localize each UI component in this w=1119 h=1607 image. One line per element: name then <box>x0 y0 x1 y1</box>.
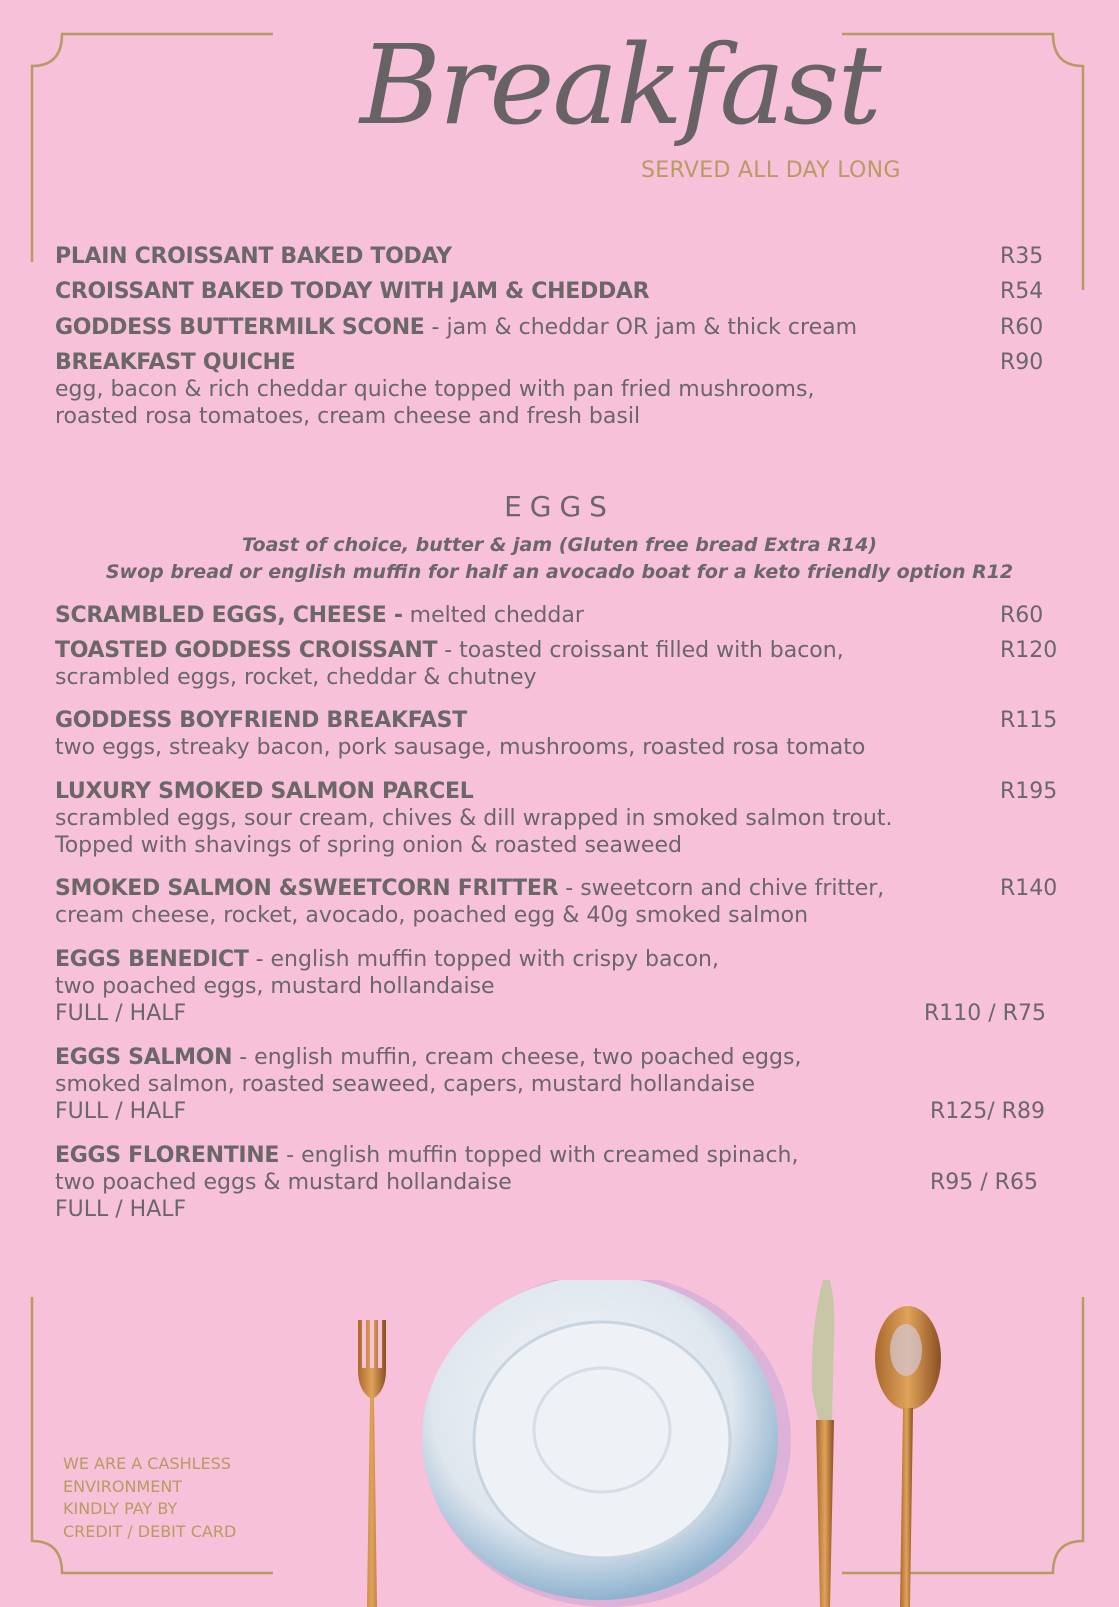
menu-item <box>55 349 814 430</box>
item-description: scrambled eggs, sour cream, chives & dill wrapped in smoked salmon trout. <box>55 806 893 831</box>
menu-item <box>55 1142 798 1223</box>
item-description: cream cheese, rocket, avocado, poached egg & 40g smoked salmon <box>55 903 809 928</box>
item-name: LUXURY SMOKED SALMON PARCEL <box>55 779 474 804</box>
section-note: Swop bread or english muffin for half an avocado boat for a keto friendly option R12 <box>105 561 1014 583</box>
menu-item <box>55 946 719 1027</box>
item-description: - english muffin topped with crispy bacon, <box>248 947 719 972</box>
cashless-notice <box>63 1453 236 1543</box>
item-name: EGGS SALMON <box>55 1045 233 1070</box>
menu-title: Breakfast <box>360 21 880 149</box>
item-price: R120 <box>1000 638 1058 663</box>
item-description: - toasted croissant filled with bacon, <box>437 638 844 663</box>
item-price: R54 <box>1000 279 1044 304</box>
item-price: R140 <box>1000 876 1058 901</box>
item-name: PLAIN CROISSANT BAKED TODAY <box>55 244 452 269</box>
item-description: two eggs, streaky bacon, pork sausage, mushrooms, roasted rosa tomato <box>55 735 866 760</box>
item-price: R95 / R65 <box>930 1170 1038 1195</box>
menu-item <box>55 875 884 929</box>
knife-icon <box>812 1280 835 1607</box>
menu-item <box>55 637 844 691</box>
cashless-line: CREDIT / DEBIT CARD <box>63 1521 237 1541</box>
place-setting-illustration <box>340 1280 960 1607</box>
item-name: CROISSANT BAKED TODAY WITH JAM & CHEDDAR <box>55 279 650 304</box>
menu-item <box>55 243 452 270</box>
menu-subtitle: SERVED ALL DAY LONG <box>641 158 901 183</box>
menu-item <box>55 1044 801 1125</box>
item-description: two poached eggs, mustard hollandaise <box>55 974 495 999</box>
item-name: BREAKFAST QUICHE <box>55 350 296 375</box>
item-size-options: FULL / HALF <box>55 1001 187 1026</box>
item-name: SMOKED SALMON &SWEETCORN FRITTER <box>55 876 559 901</box>
item-description: melted cheddar <box>402 603 584 628</box>
item-description: Topped with shavings of spring onion & roasted seaweed <box>55 833 682 858</box>
fork-icon <box>358 1320 386 1607</box>
item-name: GODDESS BUTTERMILK SCONE <box>55 315 425 340</box>
menu-item <box>55 707 865 761</box>
menu-item <box>55 278 649 305</box>
cashless-line: KINDLY PAY BY <box>63 1499 178 1518</box>
section-note: Toast of choice, butter & jam (Gluten free bread Extra R14) <box>242 534 877 556</box>
item-price: R115 <box>1000 708 1058 733</box>
item-price: R35 <box>1000 244 1044 269</box>
item-name: EGGS BENEDICT <box>55 947 249 972</box>
item-name: TOASTED GODDESS CROISSANT <box>55 638 438 663</box>
menu-item <box>55 602 584 629</box>
item-size-options: FULL / HALF <box>55 1197 187 1222</box>
item-price: R195 <box>1000 779 1058 804</box>
item-description: two poached eggs & mustard hollandaise <box>55 1170 512 1195</box>
item-name: GODDESS BOYFRIEND BREAKFAST <box>55 708 467 733</box>
item-description: egg, bacon & rich cheddar quiche topped with pan fried mushrooms, <box>55 377 815 402</box>
menu-item <box>55 778 892 859</box>
item-description: - english muffin, cream cheese, two poached eggs, <box>232 1045 802 1070</box>
menu-item <box>55 314 857 341</box>
item-price: R60 <box>1000 315 1044 340</box>
item-name: EGGS FLORENTINE <box>55 1143 280 1168</box>
item-price: R90 <box>1000 350 1044 375</box>
item-size-options: FULL / HALF <box>55 1099 187 1124</box>
item-price: R60 <box>1000 603 1044 628</box>
plate-icon <box>422 1280 791 1607</box>
item-name: SCRAMBLED EGGS, CHEESE - <box>55 603 403 628</box>
item-price: R125/ R89 <box>930 1099 1045 1124</box>
section-title-eggs: EGGS <box>504 490 615 523</box>
cashless-line: WE ARE A CASHLESS <box>63 1454 231 1473</box>
item-description: smoked salmon, roasted seaweed, capers, mustard hollandaise <box>55 1072 755 1097</box>
spoon-icon <box>875 1306 941 1607</box>
item-description: - jam & cheddar OR jam & thick cream <box>424 315 858 340</box>
item-description: - sweetcorn and chive fritter, <box>558 876 885 901</box>
item-price: R110 / R75 <box>924 1001 1046 1026</box>
item-description: roasted rosa tomatoes, cream cheese and fresh basil <box>55 404 641 429</box>
item-description: - english muffin topped with creamed spinach, <box>279 1143 799 1168</box>
item-description: scrambled eggs, rocket, cheddar & chutney <box>55 665 537 690</box>
cashless-line: ENVIRONMENT <box>63 1476 183 1496</box>
